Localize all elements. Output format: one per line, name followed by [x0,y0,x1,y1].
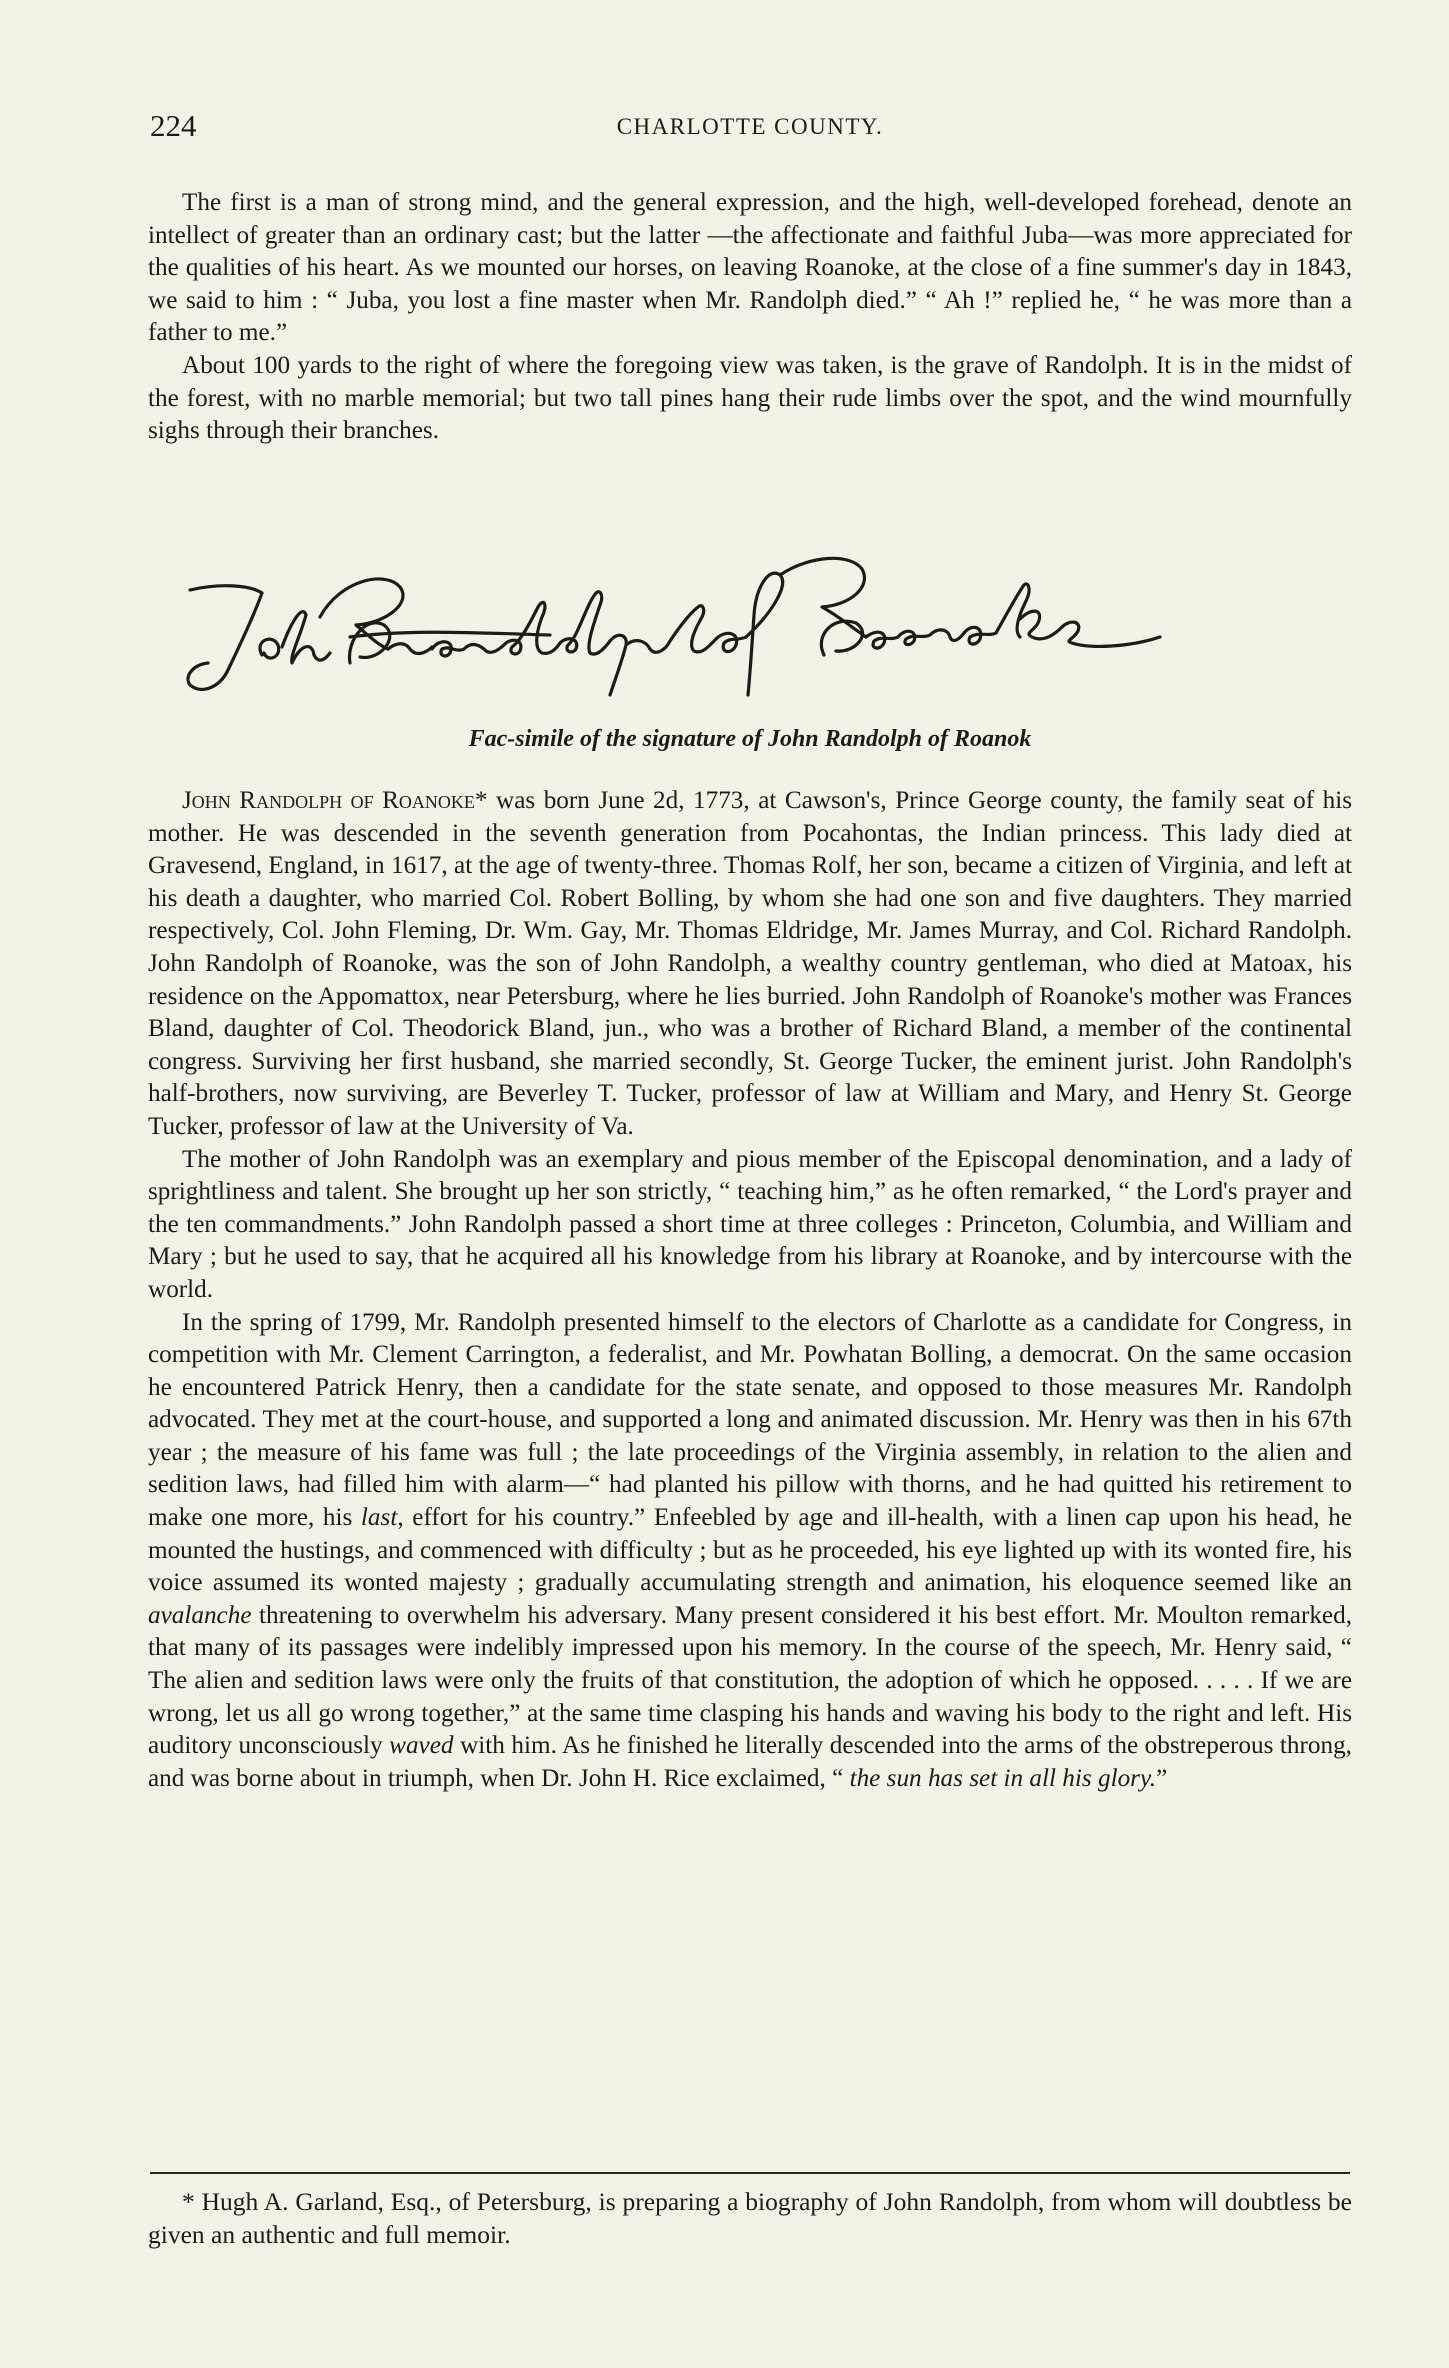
intro-paragraph-1: The first is a man of strong mind, and the general expression, and the high, well-developed forehead, denote an intellect of greater than an ordinary cast; but the latter —the affectionate and faithful Juba—was more appreciated for the qualities of his heart. As we mounted our horses, on leaving Roanoke, at the close of a fine summer's day in 1843, we said to him : “ Juba, you lost a fine master when Mr. Randolph died.” “ Ah !” replied he, “ he was more than a father to me.” [148,189,1352,347]
body-paragraph-2: The mother of John Randolph was an exemplary and pious member of the Episcopal denomination, and a lady of sprightliness and talent. She brought up her son strictly, “ teaching him,” as he often remarked, “ the Lord's prayer and the ten commandments.” John Randolph passed a short time at three colleges : Princeton, Columbia, and William and Mary ; but he used to say, that he acquired all his knowledge from his library at Roanoke, and by intercourse with the world. [148,1145,1352,1303]
signature-facsimile [150,545,1350,710]
signature-caption: Fac-simile of the signature of John Randolph of Roanok [468,726,1032,752]
page-header [150,108,1350,152]
body-paragraph-1-text: was born June 2d, 1773, at Cawson's, Prince George county, the family seat of his mother. He was descended in the seventh generation from Pocahontas, the Indian princess. This lady died at Gravesend, England, in 1617, at the age of twenty-three. Thomas Rolf, her son, became a citizen of Virginia, and left at his death a daughter, who married Col. Robert Bolling, by whom she had one son and five daughters. They married respectively, Col. John Fleming, Dr. Wm. Gay, Mr. Thomas Eldridge, Mr. James Murray, and Col. Richard Randolph. John Randolph of Roanoke, was the son of John Randolph, a wealthy country gentleman, who died at Matoax, his residence on the Appomattox, near Petersburg, where he lies burried. John Randolph of Roanoke's mother was Frances Bland, daughter of Col. Theodorick Bland, jun., who was a brother of Richard Bland, a member of the continental congress. Surviving her first husband, she married secondly, St. George Tucker, the eminent jurist. John Randolph's half-brothers, now surviving, are Beverley T. Tucker, professor of law at William and Mary, and Henry St. George Tucker, professor of law at the University of Va. [148,787,1352,1140]
intro-text [148,187,1352,448]
footnote: * Hugh A. Garland, Esq., of Petersburg, is preparing a biography of John Randolph, from whom will doubtless be given an authentic and full memoir. [148,2187,1352,2249]
p3-italic-waved: waved [389,1732,454,1760]
body-text [148,785,1352,1795]
body-paragraph-3 [148,1307,1352,1796]
intro-paragraph-2: About 100 yards to the right of where the foregoing view was taken, is the grave of Randolph. It is in the midst of the forest, with no marble memorial; but two tall pines hang their rude limbs over the spot, and the wind mournfully sighs through their branches. [148,351,1352,445]
p3-italic-last: last [360,1504,398,1532]
lead-name: John Randolph of Roanoke* [182,787,488,814]
running-title: CHARLOTTE COUNTY. [616,114,884,139]
footnote-rule [150,2172,1350,2174]
p3-part-b: , effort for his country.” Enfeebled by age and ill-health, with a linen cap upon his head, he mounted the hustings, and commenced with difficulty ; but as he proceeded, his eye lighted up with its wonted fire, his voice assumed its wonted majesty ; gradually accumulating strength and animation, his eloquence seemed like an [148,1504,1353,1597]
p3-part-e: ” [1156,1764,1168,1792]
p3-part-a: In the spring of 1799, Mr. Randolph presented himself to the electors of Charlotte as a candidate for Congress, in competition with Mr. Clement Carrington, a federalist, and Mr. Powhatan Bolling, a democrat. On the same occasion he encountered Patrick Henry, then a candidate for the state senate, and opposed to those measures Mr. Randolph advocated. They met at the court-house, and supported a long and animated discussion. Mr. Henry was then in his 67th year ; the measure of his fame was full ; the late proceedings of the Virginia assembly, in relation to the alien and sedition laws, had filled him with alarm—“ had planted his pillow with thorns, and he had quitted his retirement to make one more, his [148,1308,1352,1532]
body-paragraph-1 [148,785,1352,1144]
p3-italic-avalanche: avalanche [148,1601,252,1629]
page-number: 224 [150,108,197,143]
p3-part-c: threatening to overwhelm his adversary. Many present considered it his best effort. Mr. Moulton remarked, that many of its passages were indelibly impressed upon his memory. In the course of the speech, Mr. Henry said, “ The alien and sedition laws were only the fruits of that constitution, the adoption of which he opposed. . . . . If we are wrong, let us all go wrong together,” at the same time clasping his hands and waving his body to the right and left. His auditory unconsciously [148,1601,1352,1760]
p3-part-d: with him. As he finished he literally descended into the arms of the obstreperous throng, and was borne about in triumph, when Dr. John H. Rice exclaimed, “ [148,1732,1352,1792]
p3-italic-quote: the sun has set in all his glory. [849,1764,1157,1792]
